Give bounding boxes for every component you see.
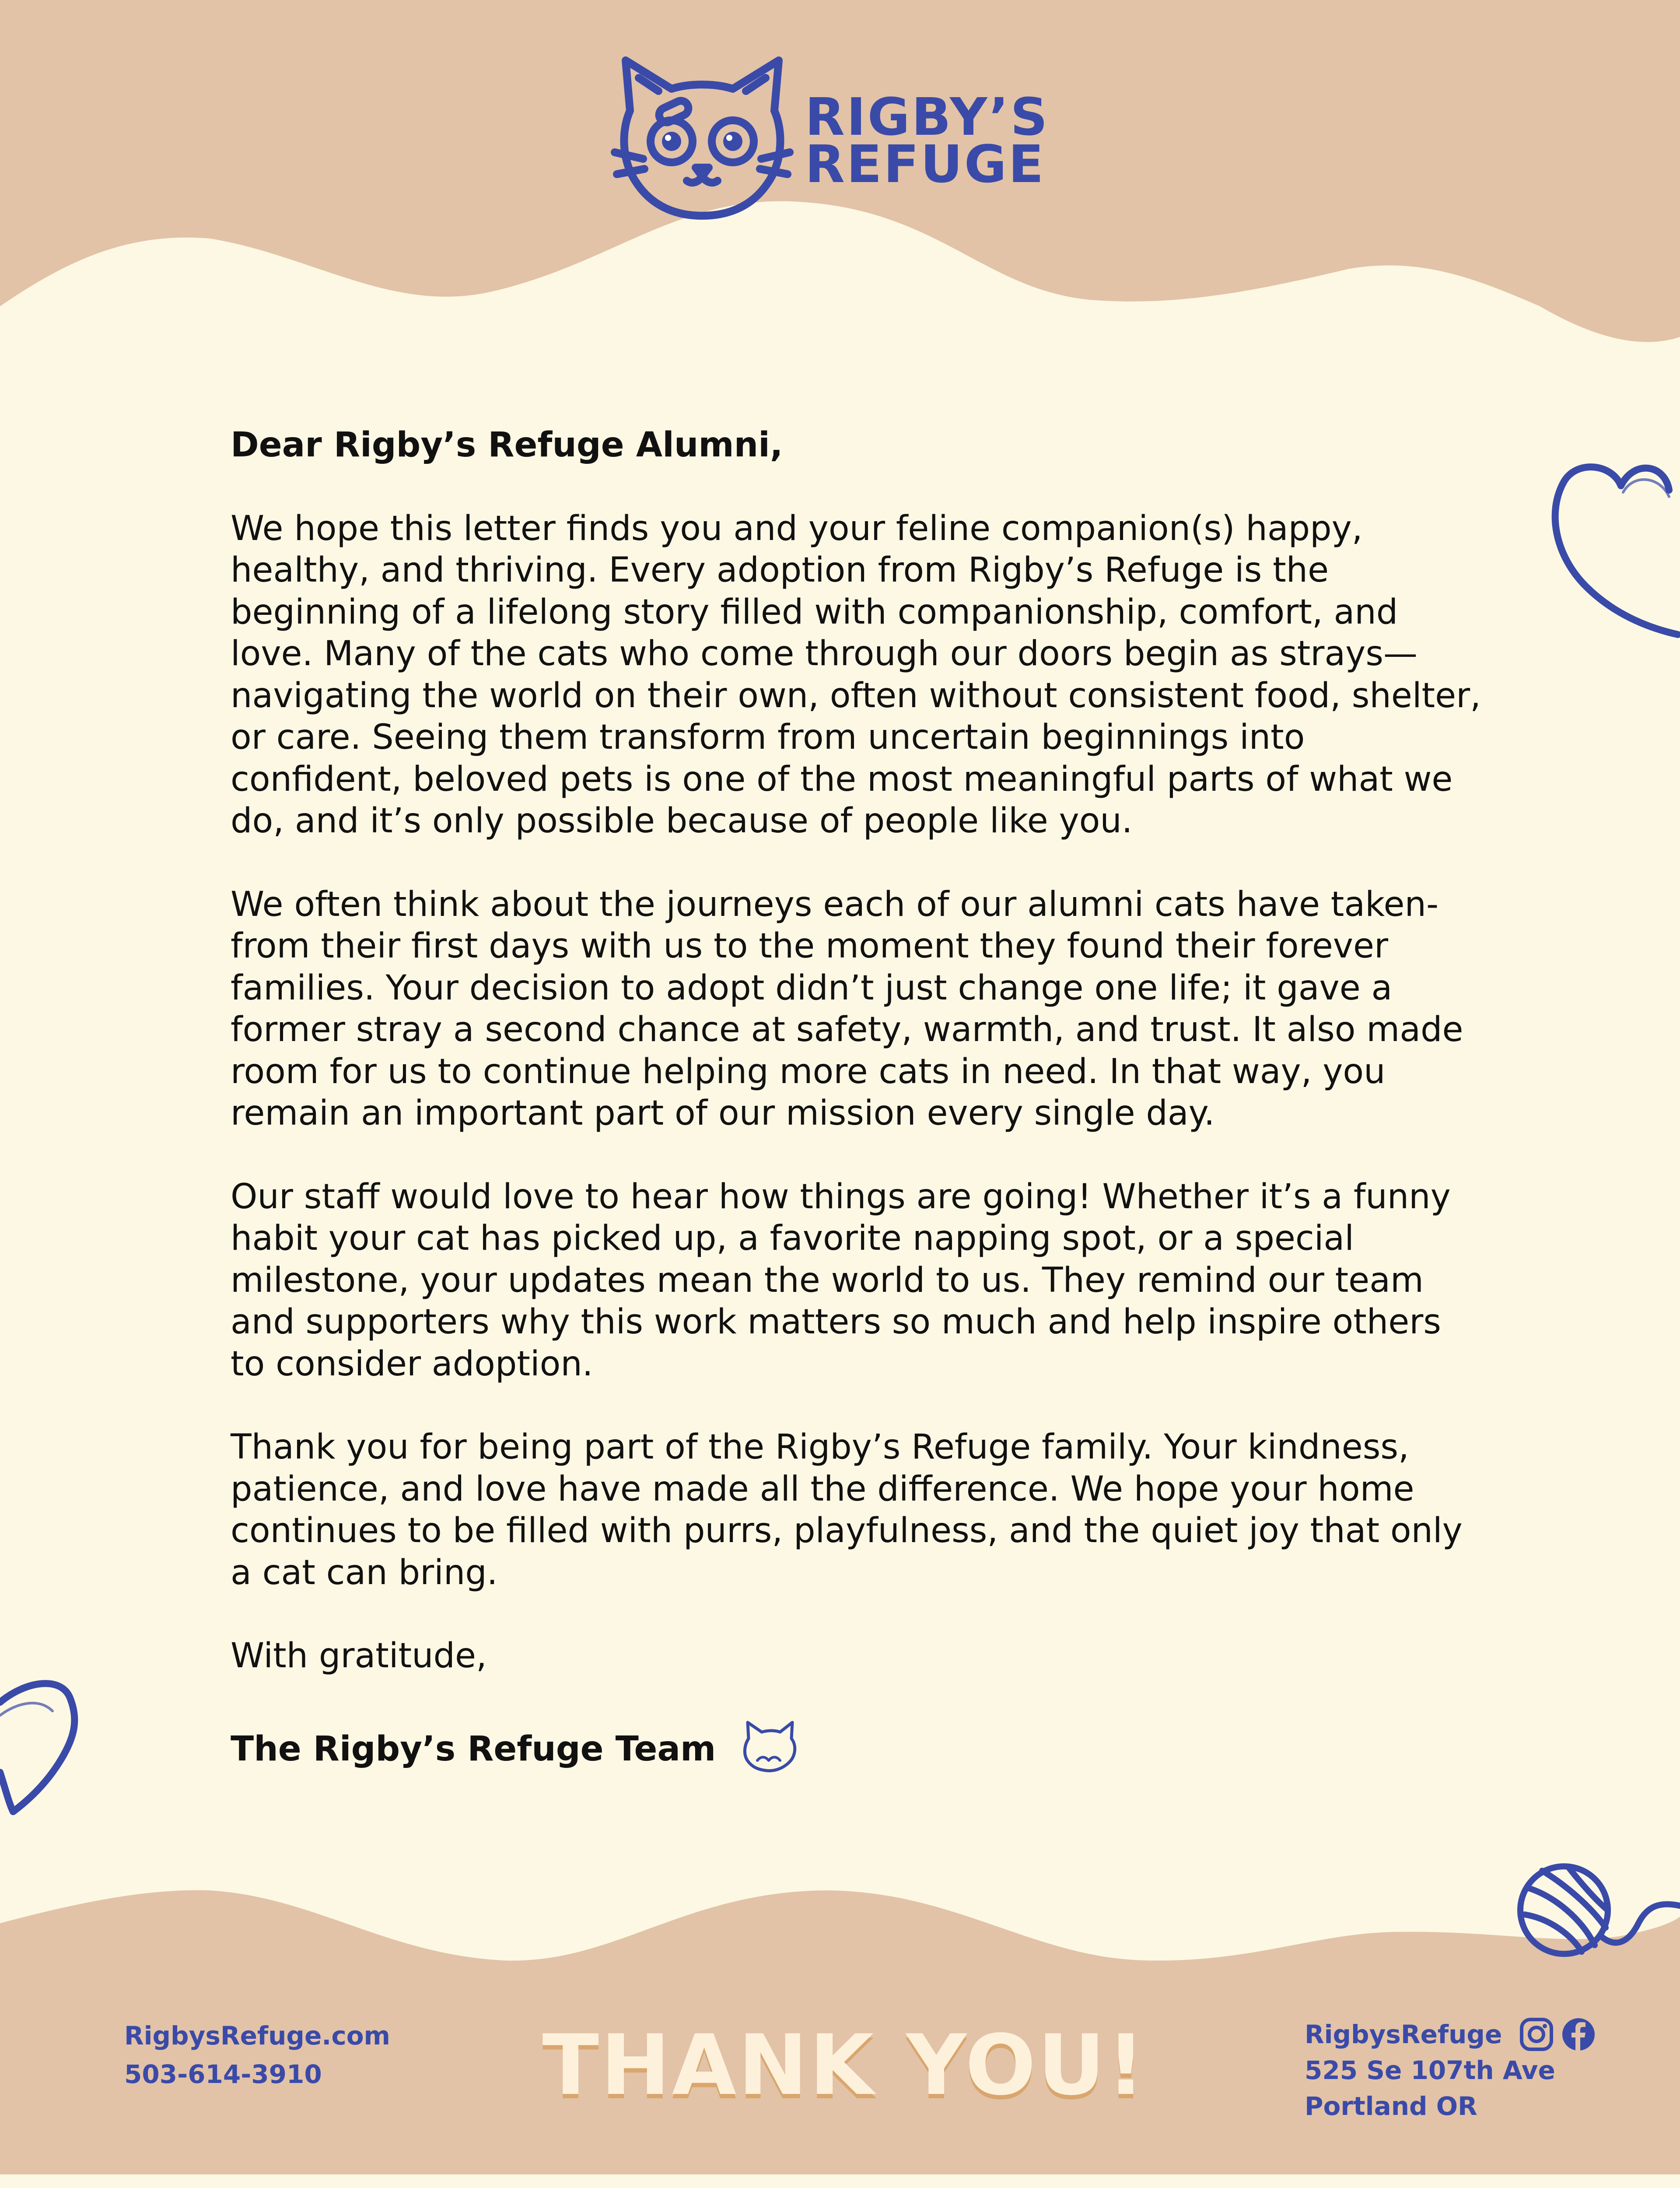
- brand-name-line1: RIGBY’S: [805, 87, 1050, 147]
- instagram-icon[interactable]: [1519, 2017, 1554, 2051]
- letter-body: [231, 424, 1482, 1774]
- heart-doodle-right-icon: [1538, 446, 1680, 639]
- website-link[interactable]: RigbysRefuge.com: [124, 2021, 390, 2051]
- social-handle[interactable]: RigbysRefuge: [1305, 2020, 1502, 2049]
- footer-contact: [124, 2016, 390, 2093]
- letter-signature: The Rigby’s Refuge Team: [231, 1729, 716, 1769]
- social-row: [1305, 2016, 1596, 2052]
- letter-paragraph: Our staff would love to hear how things are going! Whether it’s a funny habit your cat has picked up, a favorite napping spot, or a special milestone, your updates mean the world to us. They remind our team and supporters why this work matters so much and help inspire others to consider adoption.: [231, 1177, 1451, 1384]
- phone-number: 503-614-3910: [124, 2059, 322, 2089]
- brand-logo: [606, 52, 1087, 222]
- brand-name-line2: REFUGE: [805, 134, 1046, 194]
- address-line-1: 525 Se 107th Ave: [1305, 2055, 1555, 2085]
- letter-paragraph: Thank you for being part of the Rigby’s Refuge family. Your kindness, patience, and love have made all the difference. We hope your home continues to be filled with purrs, playfulness, and the quiet joy that only a cat can bring.: [231, 1427, 1463, 1592]
- brand-name: [805, 87, 1050, 194]
- facebook-icon[interactable]: [1561, 2017, 1596, 2051]
- letter-paragraph: We often think about the journeys each of our alumni cats have taken-from their first days with us to the moment they found their forever families. Your decision to adopt didn’t just change one life; it gave a former stray a second chance at safety, warmth, and trust. It also made room for us to continue helping more cats in need. In that way, you remain an important part of our mission every single day.: [231, 884, 1463, 1133]
- thank-you-banner: THANK YOU!: [542, 2017, 1147, 2114]
- letter-greeting: Dear Rigby’s Refuge Alumni,: [231, 425, 783, 465]
- letter-closing: With gratitude,: [231, 1636, 487, 1676]
- signature-row: [231, 1719, 1482, 1774]
- letter-paragraph: We hope this letter finds you and your feline companion(s) happy, healthy, and thriving. Every adoption from Rigby’s Refuge is the beginning of a lifelong story filled with companionship, comfort, and love. Many of the cats who come through our doors begin as strays—navigating the world on their own, often without consistent food, shelter, or care. Seeing them transform from uncertain beginnings into confident, beloved pets is one of the most meaningful parts of what we do, and it’s only possible because of people like you.: [231, 508, 1481, 841]
- heart-doodle-left-icon: [0, 1672, 92, 1820]
- yarn-ball-icon: [1516, 1858, 1680, 1971]
- footer-social-address: [1305, 2016, 1596, 2124]
- cat-face-logo-icon: [606, 52, 798, 222]
- cat-paw-doodle-icon: [740, 1719, 799, 1774]
- address-line-2: Portland OR: [1305, 2091, 1477, 2121]
